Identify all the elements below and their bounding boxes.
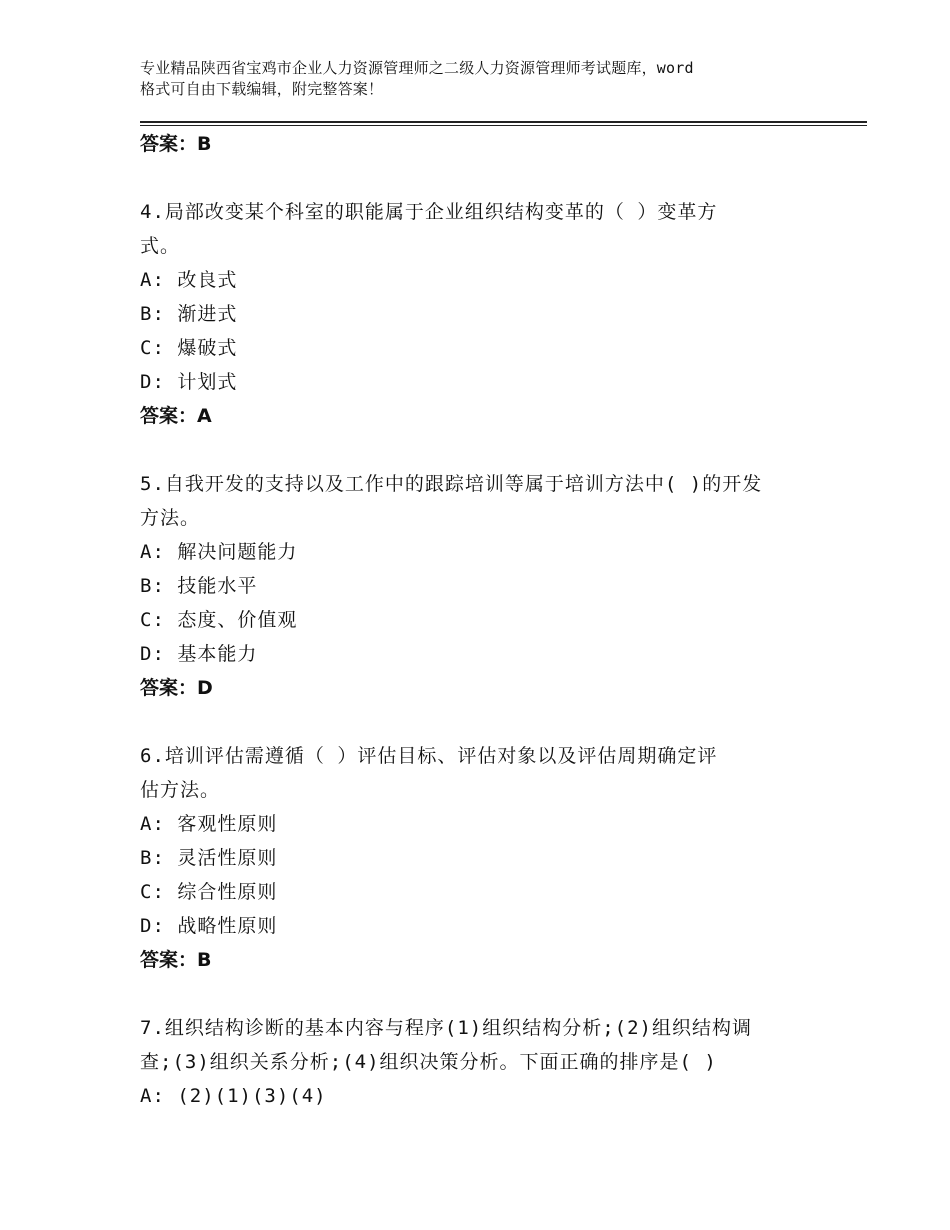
question-7 <box>140 1011 820 1113</box>
document-header <box>140 58 830 100</box>
question-text-line: 方法。 <box>140 507 201 529</box>
option-b: B: 技能水平 <box>140 575 258 597</box>
answer-line: 答案：D <box>140 677 213 699</box>
question-text-line: 估方法。 <box>140 779 221 801</box>
question-text-line: 式。 <box>140 235 181 257</box>
answer-line: 答案：B <box>140 949 212 971</box>
option-a: A: 解决问题能力 <box>140 541 298 563</box>
question-text-line: 查;(3)组织关系分析;(4)组织决策分析。下面正确的排序是( ) <box>140 1051 717 1073</box>
option-a: A: 改良式 <box>140 269 238 291</box>
question-5 <box>140 467 820 705</box>
option-d: D: 计划式 <box>140 371 238 393</box>
answer-line: 答案：A <box>140 405 212 427</box>
option-b: B: 灵活性原则 <box>140 847 278 869</box>
option-b: B: 渐进式 <box>140 303 238 325</box>
option-c: C: 态度、价值观 <box>140 609 298 631</box>
question-6 <box>140 739 820 977</box>
question-list <box>140 127 820 1113</box>
question-4 <box>140 195 820 433</box>
answer-line: 答案：B <box>140 133 212 155</box>
option-a: A: 客观性原则 <box>140 813 278 835</box>
question-text-line: 4.局部改变某个科室的职能属于企业组织结构变革的（ ）变革方 <box>140 201 718 223</box>
option-a: A: (2)(1)(3)(4) <box>140 1085 327 1107</box>
option-c: C: 综合性原则 <box>140 881 278 903</box>
option-c: C: 爆破式 <box>140 337 238 359</box>
header-line-2: 格式可自由下载编辑，附完整答案！ <box>140 80 384 98</box>
question-text-line: 6.培训评估需遵循（ ）评估目标、评估对象以及评估周期确定评 <box>140 745 718 767</box>
option-d: D: 基本能力 <box>140 643 258 665</box>
question-text-line: 7.组织结构诊断的基本内容与程序(1)组织结构分析;(2)组织结构调 <box>140 1017 752 1039</box>
header-line-1: 专业精品陕西省宝鸡市企业人力资源管理师之二级人力资源管理师考试题库，word <box>140 59 694 77</box>
question-text-line: 5.自我开发的支持以及工作中的跟踪培训等属于培训方法中( )的开发 <box>140 473 763 495</box>
option-d: D: 战略性原则 <box>140 915 278 937</box>
header-rule-thin <box>140 125 867 126</box>
header-rule-thick <box>140 121 867 123</box>
